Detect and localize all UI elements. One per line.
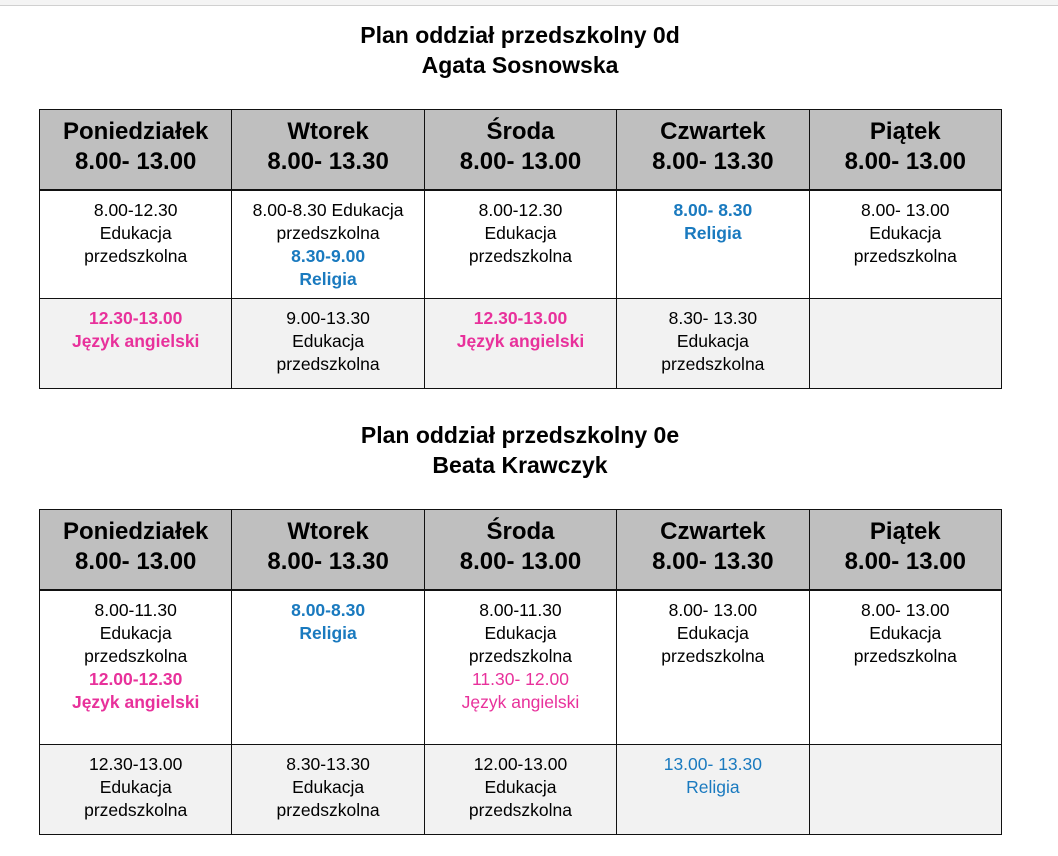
day-name: Poniedziałek: [63, 518, 209, 545]
day-hours: 8.00- 13.30: [267, 148, 389, 175]
day-name: Środa: [486, 118, 555, 145]
day-hours: 8.00- 13.30: [652, 148, 774, 175]
lesson-line: Edukacja: [99, 777, 172, 797]
lesson-line: przedszkolna: [853, 245, 957, 266]
lesson-line: 8.00-12.30: [478, 199, 563, 220]
day-name: Piątek: [869, 118, 941, 145]
empty-schedule-cell: [809, 299, 1001, 389]
lesson-line: przedszkolna: [84, 800, 188, 820]
day-header: [809, 510, 1001, 590]
lesson-line: przedszkolna: [661, 645, 765, 666]
lesson-line: przedszkolna: [84, 245, 188, 266]
day-hours: 8.00- 13.30: [267, 548, 389, 575]
lesson-line: przedszkolna: [276, 354, 380, 374]
lesson-line: 8.00- 13.00: [861, 199, 950, 220]
day-hours: 8.00- 13.00: [459, 148, 582, 175]
lesson-line: Edukacja: [99, 222, 172, 243]
day-header: [232, 510, 424, 590]
lesson-line: Edukacja: [484, 777, 557, 797]
day-hours: 8.00- 13.00: [844, 148, 966, 175]
day-header: [424, 510, 616, 590]
day-hours: 8.00- 13.00: [74, 148, 197, 175]
lesson-line: Religia: [299, 268, 357, 289]
lesson-line: Edukacja: [484, 622, 557, 643]
schedule-cell: [424, 190, 616, 299]
plan-0d-teacher: Agata Sosnowska: [421, 52, 619, 78]
lesson-line: 8.00-8.30: [291, 599, 366, 620]
lesson-line: Język angielski: [71, 691, 200, 712]
day-hours: 8.00- 13.00: [459, 548, 582, 575]
lesson-line: 13.00- 13.30: [663, 754, 762, 774]
schedule-cell: [809, 190, 1001, 299]
lesson-line: przedszkolna: [468, 245, 573, 266]
lesson-line: przedszkolna: [468, 645, 573, 666]
lesson-line: 12.30-13.00: [473, 308, 568, 328]
day-hours: 8.00- 13.00: [74, 548, 197, 575]
header-row: [40, 110, 1002, 190]
lesson-line: przedszkolna: [276, 800, 380, 820]
day-header: [617, 110, 809, 190]
page-top-border: [0, 0, 1058, 6]
lesson-line: Religia: [684, 222, 742, 243]
day-name: Poniedziałek: [63, 118, 209, 145]
schedule-cell: [232, 299, 424, 389]
schedule-cell: [424, 590, 616, 745]
lesson-line: Język angielski: [461, 691, 580, 712]
lesson-line: przedszkolna: [276, 222, 380, 243]
day-hours: 8.00- 13.30: [652, 548, 774, 575]
lesson-line: Język angielski: [71, 331, 200, 351]
lesson-line: 8.00- 8.30: [673, 199, 753, 220]
schedule-cell: [617, 190, 809, 299]
schedule-cell: [232, 745, 424, 835]
plan-0d-heading: [0, 20, 1040, 80]
day-name: Wtorek: [287, 518, 369, 545]
lesson-line: 12.30-13.00: [88, 754, 183, 774]
schedule-row: [40, 190, 1002, 299]
schedule-row: [40, 299, 1002, 389]
plan-0d-title: Plan oddział przedszkolny 0d: [360, 22, 680, 48]
lesson-line: Edukacja: [676, 622, 749, 643]
lesson-line: 12.30-13.00: [88, 308, 183, 328]
schedule-cell: [40, 745, 232, 835]
lesson-line: 11.30- 12.00: [471, 668, 569, 689]
day-hours: 8.00- 13.00: [844, 548, 966, 575]
lesson-line: 8.30- 13.30: [668, 308, 758, 328]
lesson-line: przedszkolna: [853, 645, 957, 666]
lesson-line: Edukacja: [292, 777, 365, 797]
lesson-line: 12.00-13.00: [473, 754, 568, 774]
schedule-cell: [424, 745, 616, 835]
lesson-line: Edukacja: [292, 331, 365, 351]
lesson-line: Język angielski: [456, 331, 585, 351]
lesson-line: 8.00- 13.00: [668, 599, 758, 620]
plan-0e-heading: [0, 420, 1040, 480]
schedule-cell: [809, 590, 1001, 745]
lesson-line: 8.00-12.30: [93, 199, 178, 220]
day-header: [40, 110, 232, 190]
lesson-line: 9.00-13.30: [286, 308, 370, 328]
plan-0e-title: Plan oddział przedszkolny 0e: [360, 422, 680, 448]
schedule-cell: [617, 590, 809, 745]
lesson-line: 8.00-8.30 Edukacja: [252, 199, 404, 220]
lesson-line: 8.00- 13.00: [861, 599, 950, 620]
schedule-cell: [232, 190, 424, 299]
day-header: [617, 510, 809, 590]
schedule-row: [40, 745, 1002, 835]
plan-0d-table: [39, 109, 1002, 389]
day-name: Wtorek: [287, 118, 369, 145]
schedule-cell: [40, 590, 232, 745]
lesson-line: 8.30-9.00: [291, 245, 366, 266]
day-header: [809, 110, 1001, 190]
day-header: [424, 110, 616, 190]
empty-schedule-cell: [809, 745, 1001, 835]
day-name: Środa: [486, 518, 555, 545]
schedule-cell: [40, 299, 232, 389]
lesson-line: 8.30-13.30: [286, 754, 370, 774]
lesson-line: Edukacja: [869, 622, 942, 643]
lesson-line: 8.00-11.30: [94, 599, 177, 620]
day-header: [40, 510, 232, 590]
lesson-line: Edukacja: [869, 222, 942, 243]
lesson-line: Edukacja: [484, 222, 557, 243]
lesson-line: przedszkolna: [468, 800, 573, 820]
header-row: [40, 510, 1002, 590]
lesson-line: Religia: [686, 777, 740, 797]
plan-0e-teacher: Beata Krawczyk: [432, 452, 608, 478]
schedule-row: [40, 590, 1002, 745]
day-name: Czwartek: [660, 518, 766, 545]
day-name: Piątek: [869, 518, 941, 545]
schedule-cell: [617, 745, 809, 835]
lesson-line: Religia: [299, 622, 357, 643]
plan-0e-table: [39, 509, 1002, 835]
lesson-line: przedszkolna: [84, 645, 188, 666]
schedule-cell: [424, 299, 616, 389]
lesson-line: 8.00-11.30: [479, 599, 562, 620]
lesson-line: Edukacja: [676, 331, 749, 351]
schedule-cell: [232, 590, 424, 745]
day-header: [232, 110, 424, 190]
lesson-line: przedszkolna: [661, 354, 765, 374]
day-name: Czwartek: [660, 118, 766, 145]
lesson-line: Edukacja: [99, 622, 172, 643]
schedule-cell: [40, 190, 232, 299]
lesson-line: 12.00-12.30: [88, 668, 183, 689]
schedule-cell: [617, 299, 809, 389]
